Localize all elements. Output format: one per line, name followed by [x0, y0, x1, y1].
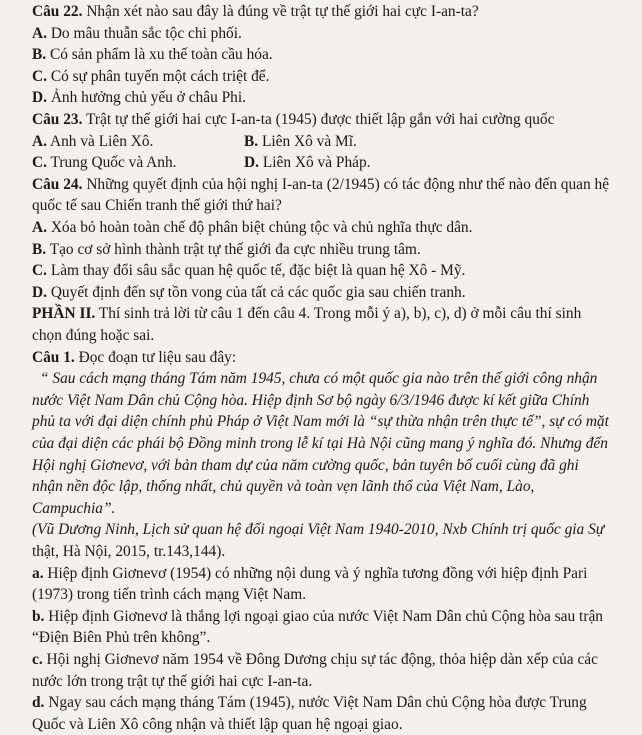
statement-b-cont: “Điện Biên Phủ trên không”.: [32, 629, 211, 647]
question-label: Câu 1.: [32, 348, 75, 366]
quote-line: của đại diện các phái bộ Đồng minh trong lễ kí tại Hà Nội cũng mang ý nghĩa đó. Nhưng đến: [32, 435, 608, 452]
option-text: Liên Xô và Pháp.: [258, 154, 371, 172]
question-text: Đọc đoạn tư liệu sau đây:: [74, 348, 237, 366]
question-text: Nhận xét nào sau đây là đúng về trật tự thế giới hai cực I-an-ta?: [82, 3, 479, 20]
part2-heading: PHẦN II.: [32, 305, 96, 323]
option-text: Anh và Liên Xô.: [46, 132, 154, 150]
question-23-option-c: [32, 153, 177, 173]
question-22-stem: [32, 2, 479, 22]
option-text: Do mâu thuẫn sắc tộc chi phối.: [46, 24, 242, 42]
option-label: B.: [244, 132, 259, 150]
option-text: Làm thay đổi sâu sắc quan hệ quốc tế, đặc biệt là quan hệ Xô - Mỹ.: [46, 262, 466, 280]
option-label: B.: [32, 46, 47, 64]
option-text: Trung Quốc và Anh.: [46, 154, 177, 172]
part2-instruction-cont: [32, 326, 154, 346]
source-citation-cont: thật, Hà Nội, 2015, tr.143,144).: [32, 543, 226, 560]
option-label: D.: [32, 89, 47, 107]
quote-line: nhận nền độc lập, thống nhất, chủ quyền và toàn vẹn lãnh thổ của Việt Nam, Lào,: [32, 478, 535, 496]
option-label: D.: [244, 154, 259, 172]
statement-d: [32, 693, 587, 713]
option-text: Liên Xô và Mĩ.: [258, 132, 357, 150]
option-text: Có sản phẩm là xu thế toàn cầu hóa.: [46, 46, 273, 64]
statement-d-cont: Quốc và Liên Xô công nhận và thiết lập quan hệ ngoại giao.: [32, 715, 403, 733]
statement-text: Hội nghị Giơnevơ năm 1954 về Đông Dương chịu sự tác động, thỏa hiệp dàn xếp của các: [42, 651, 598, 668]
part2-instruction: [32, 304, 581, 324]
quote-line: “ Sau cách mạng tháng Tám năm 1945, chưa có một quốc gia nào trên thế giới công nhận: [40, 370, 598, 388]
question-22-option-c: [32, 67, 269, 87]
option-text: Tạo cơ sở hình thành trật tự thế giới đa cực nhiều trung tâm.: [46, 240, 421, 258]
statement-label: d.: [32, 694, 45, 712]
question-label: Câu 22.: [32, 3, 83, 20]
statement-text: Ngay sau cách mạng tháng Tám (1945), nước Việt Nam Dân chủ Cộng hòa được Trung: [44, 694, 587, 712]
statement-a: [32, 564, 587, 584]
option-label: A.: [32, 132, 47, 150]
question-text: quốc tế sau Chiến tranh thế giới thứ hai?: [32, 197, 282, 215]
question-24-stem-cont: [32, 196, 282, 216]
question-24-stem: [32, 175, 609, 195]
statement-a-cont: (1973) trong tiến trình cách mạng Việt Nam.: [32, 586, 307, 604]
question-23-option-b: [244, 132, 357, 152]
statement-b: [32, 607, 603, 627]
statement-label: c.: [32, 651, 43, 668]
question-label: Câu 24.: [32, 175, 83, 193]
statement-text: Hiệp định Giơnevơ (1954) có những nội dung và ý nghĩa tương đồng với hiệp định Pari: [43, 564, 588, 582]
question-23-option-d: [244, 153, 371, 173]
question-23-option-a: [32, 132, 153, 152]
question-24-option-c: [32, 261, 465, 281]
question-22-option-d: [32, 88, 246, 108]
statement-label: a.: [32, 564, 44, 582]
statement-text: Hiệp định Giơnevơ là thắng lợi ngoại giao của nước Việt Nam Dân chủ Cộng hòa sau trận: [44, 607, 603, 625]
quote-line: phủ ta với đại diện chính phủ Pháp ở Việt Nam mới là “sự thừa nhận trên thực tế”, sự có mặt: [32, 413, 609, 431]
instruction-text: Thí sinh trả lời từ câu 1 đến câu 4. Trong mỗi ý a), b), c), d) ở mỗi câu thí sinh: [95, 305, 582, 323]
statement-c: [32, 650, 598, 670]
question-label: Câu 23.: [32, 111, 83, 128]
question-23-stem: [32, 110, 554, 130]
question-text: Trật tự thế giới hai cực I-an-ta (1945) được thiết lập gắn với hai cường quốc: [82, 111, 555, 128]
question-24-option-b: [32, 240, 421, 260]
statement-c-cont: nước lớn trong trật tự thế giới hai cực I-an-ta.: [32, 672, 313, 690]
question-24-option-a: [32, 218, 472, 238]
option-label: C.: [32, 154, 47, 172]
question-text: Những quyết định của hội nghị I-an-ta (2/1945) có tác động như thế nào đến quan hệ: [82, 175, 610, 193]
option-label: A.: [32, 219, 47, 236]
question-22-option-b: [32, 45, 273, 65]
option-text: Quyết định đến sự tồn vong của tất cả các quốc gia sau chiến tranh.: [46, 283, 466, 301]
quote-line: Campuchia”.: [32, 499, 116, 517]
quote-line: nước Việt Nam Dân chủ Cộng hòa. Hiệp định Sơ bộ ngày 6/3/1946 được kí kết giữa Chính: [32, 391, 590, 409]
question-24-option-d: [32, 283, 466, 303]
question-22-option-a: [32, 24, 242, 44]
option-label: C.: [32, 262, 47, 280]
option-label: A.: [32, 24, 47, 42]
statement-label: b.: [32, 607, 45, 625]
option-text: Có sự phân tuyến một cách triệt để.: [46, 67, 270, 85]
option-label: B.: [32, 240, 47, 258]
quote-line: Hội nghị Giơnevơ, với bản tham dự của năm cường quốc, bản tuyên bố cuối cùng đã ghi: [32, 456, 579, 474]
option-label: D.: [32, 283, 47, 301]
source-citation: (Vũ Dương Ninh, Lịch sử quan hệ đối ngoại Việt Nam 1940-2010, Nxb Chính trị quốc gia Sự: [32, 521, 605, 539]
part2-question-1-stem: [32, 348, 236, 368]
option-text: Xóa bỏ hoàn toàn chế độ phân biệt chủng tộc và chủ nghĩa thực dân.: [46, 219, 473, 236]
option-text: Ảnh hưởng chủ yếu ở châu Phi.: [46, 89, 246, 107]
instruction-text: chọn đúng hoặc sai.: [32, 327, 155, 344]
option-label: C.: [32, 67, 47, 85]
